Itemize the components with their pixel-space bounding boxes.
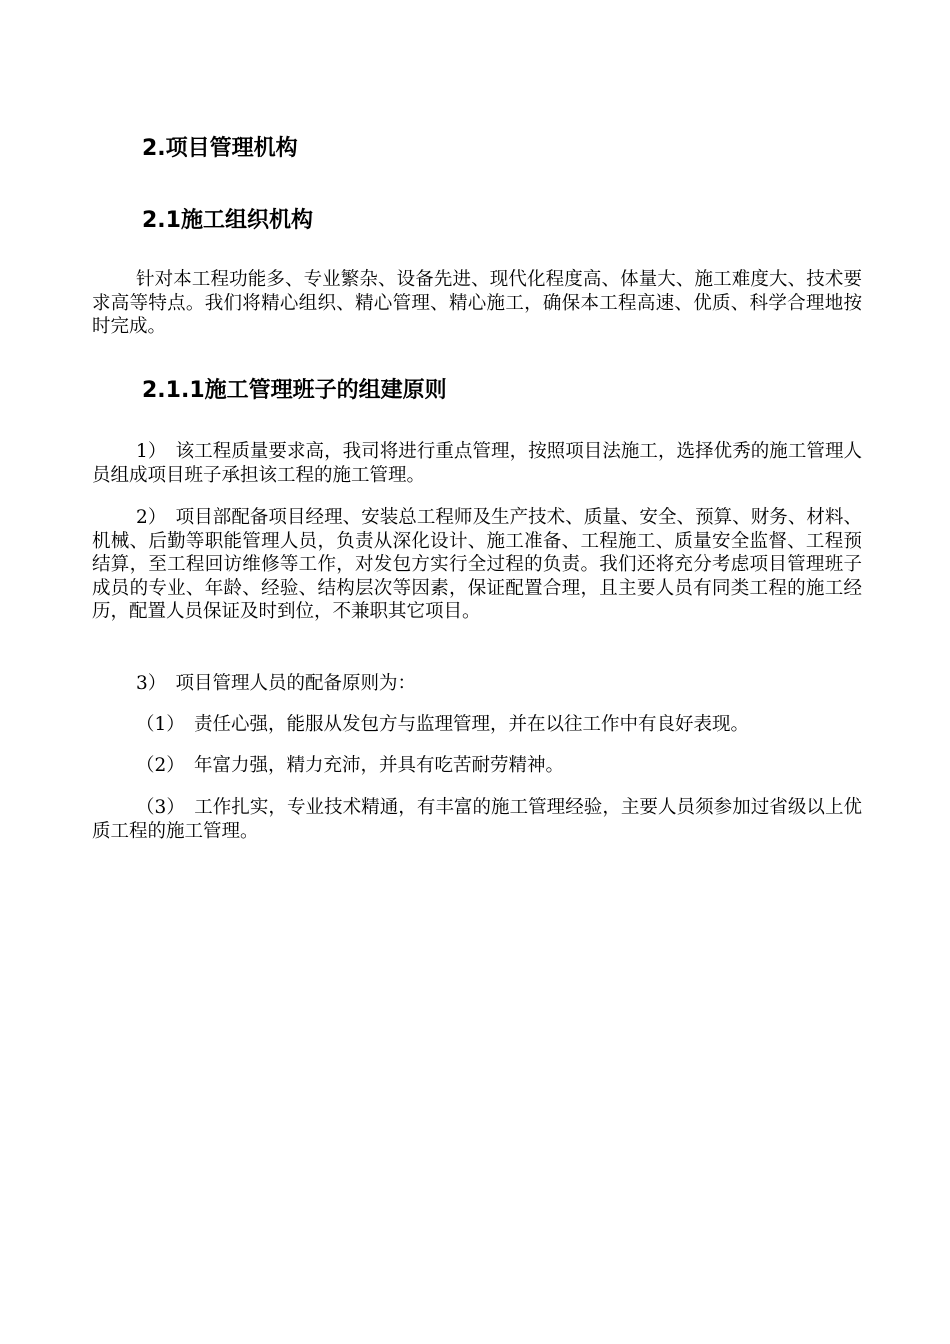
section-heading-2: 2.项目管理机构 (142, 136, 298, 161)
principle-item-3: 3） 项目管理人员的配备原则为： (136, 673, 417, 694)
staffing-item-2: （2） 年富力强，精力充沛，并具有吃苦耐劳精神。 (136, 755, 565, 776)
principle-item-1: 1） 该工程质量要求高，我司将进行重点管理，按照项目法施工，选择优秀的施工管理人员组成项目班子承担该工程的施工管理。 (92, 441, 862, 486)
section-heading-2-1: 2.1施工组织机构 (142, 208, 313, 233)
intro-paragraph: 针对本工程功能多、专业繁杂、设备先进、现代化程度高、体量大、施工难度大、技术要求高等特点。我们将精心组织、精心管理、精心施工，确保本工程高速、优质、科学合理地按时完成。 (92, 269, 862, 337)
staffing-item-3: （3） 工作扎实，专业技术精通，有丰富的施工管理经验，主要人员须参加过省级以上优质工程的施工管理。 (92, 797, 862, 842)
staffing-item-1: （1） 责任心强，能服从发包方与监理管理，并在以往工作中有良好表现。 (136, 714, 750, 735)
section-heading-2-1-1: 2.1.1施工管理班子的组建原则 (142, 378, 447, 403)
principle-item-2: 2） 项目部配备项目经理、安装总工程师及生产技术、质量、安全、预算、财务、材料、机械、后勤等职能管理人员，负责从深化设计、施工准备、工程施工、质量安全监督、工程预结算，至工程回访维修等工作，对发包方实行全过程的负责。我们还将充分考虑项目管理班子成员的专业、年龄、经验、结构层次等因素，保证配置合理，且主要人员有同类工程的施工经历，配置人员保证及时到位，不兼职其它项目。 (92, 507, 862, 622)
